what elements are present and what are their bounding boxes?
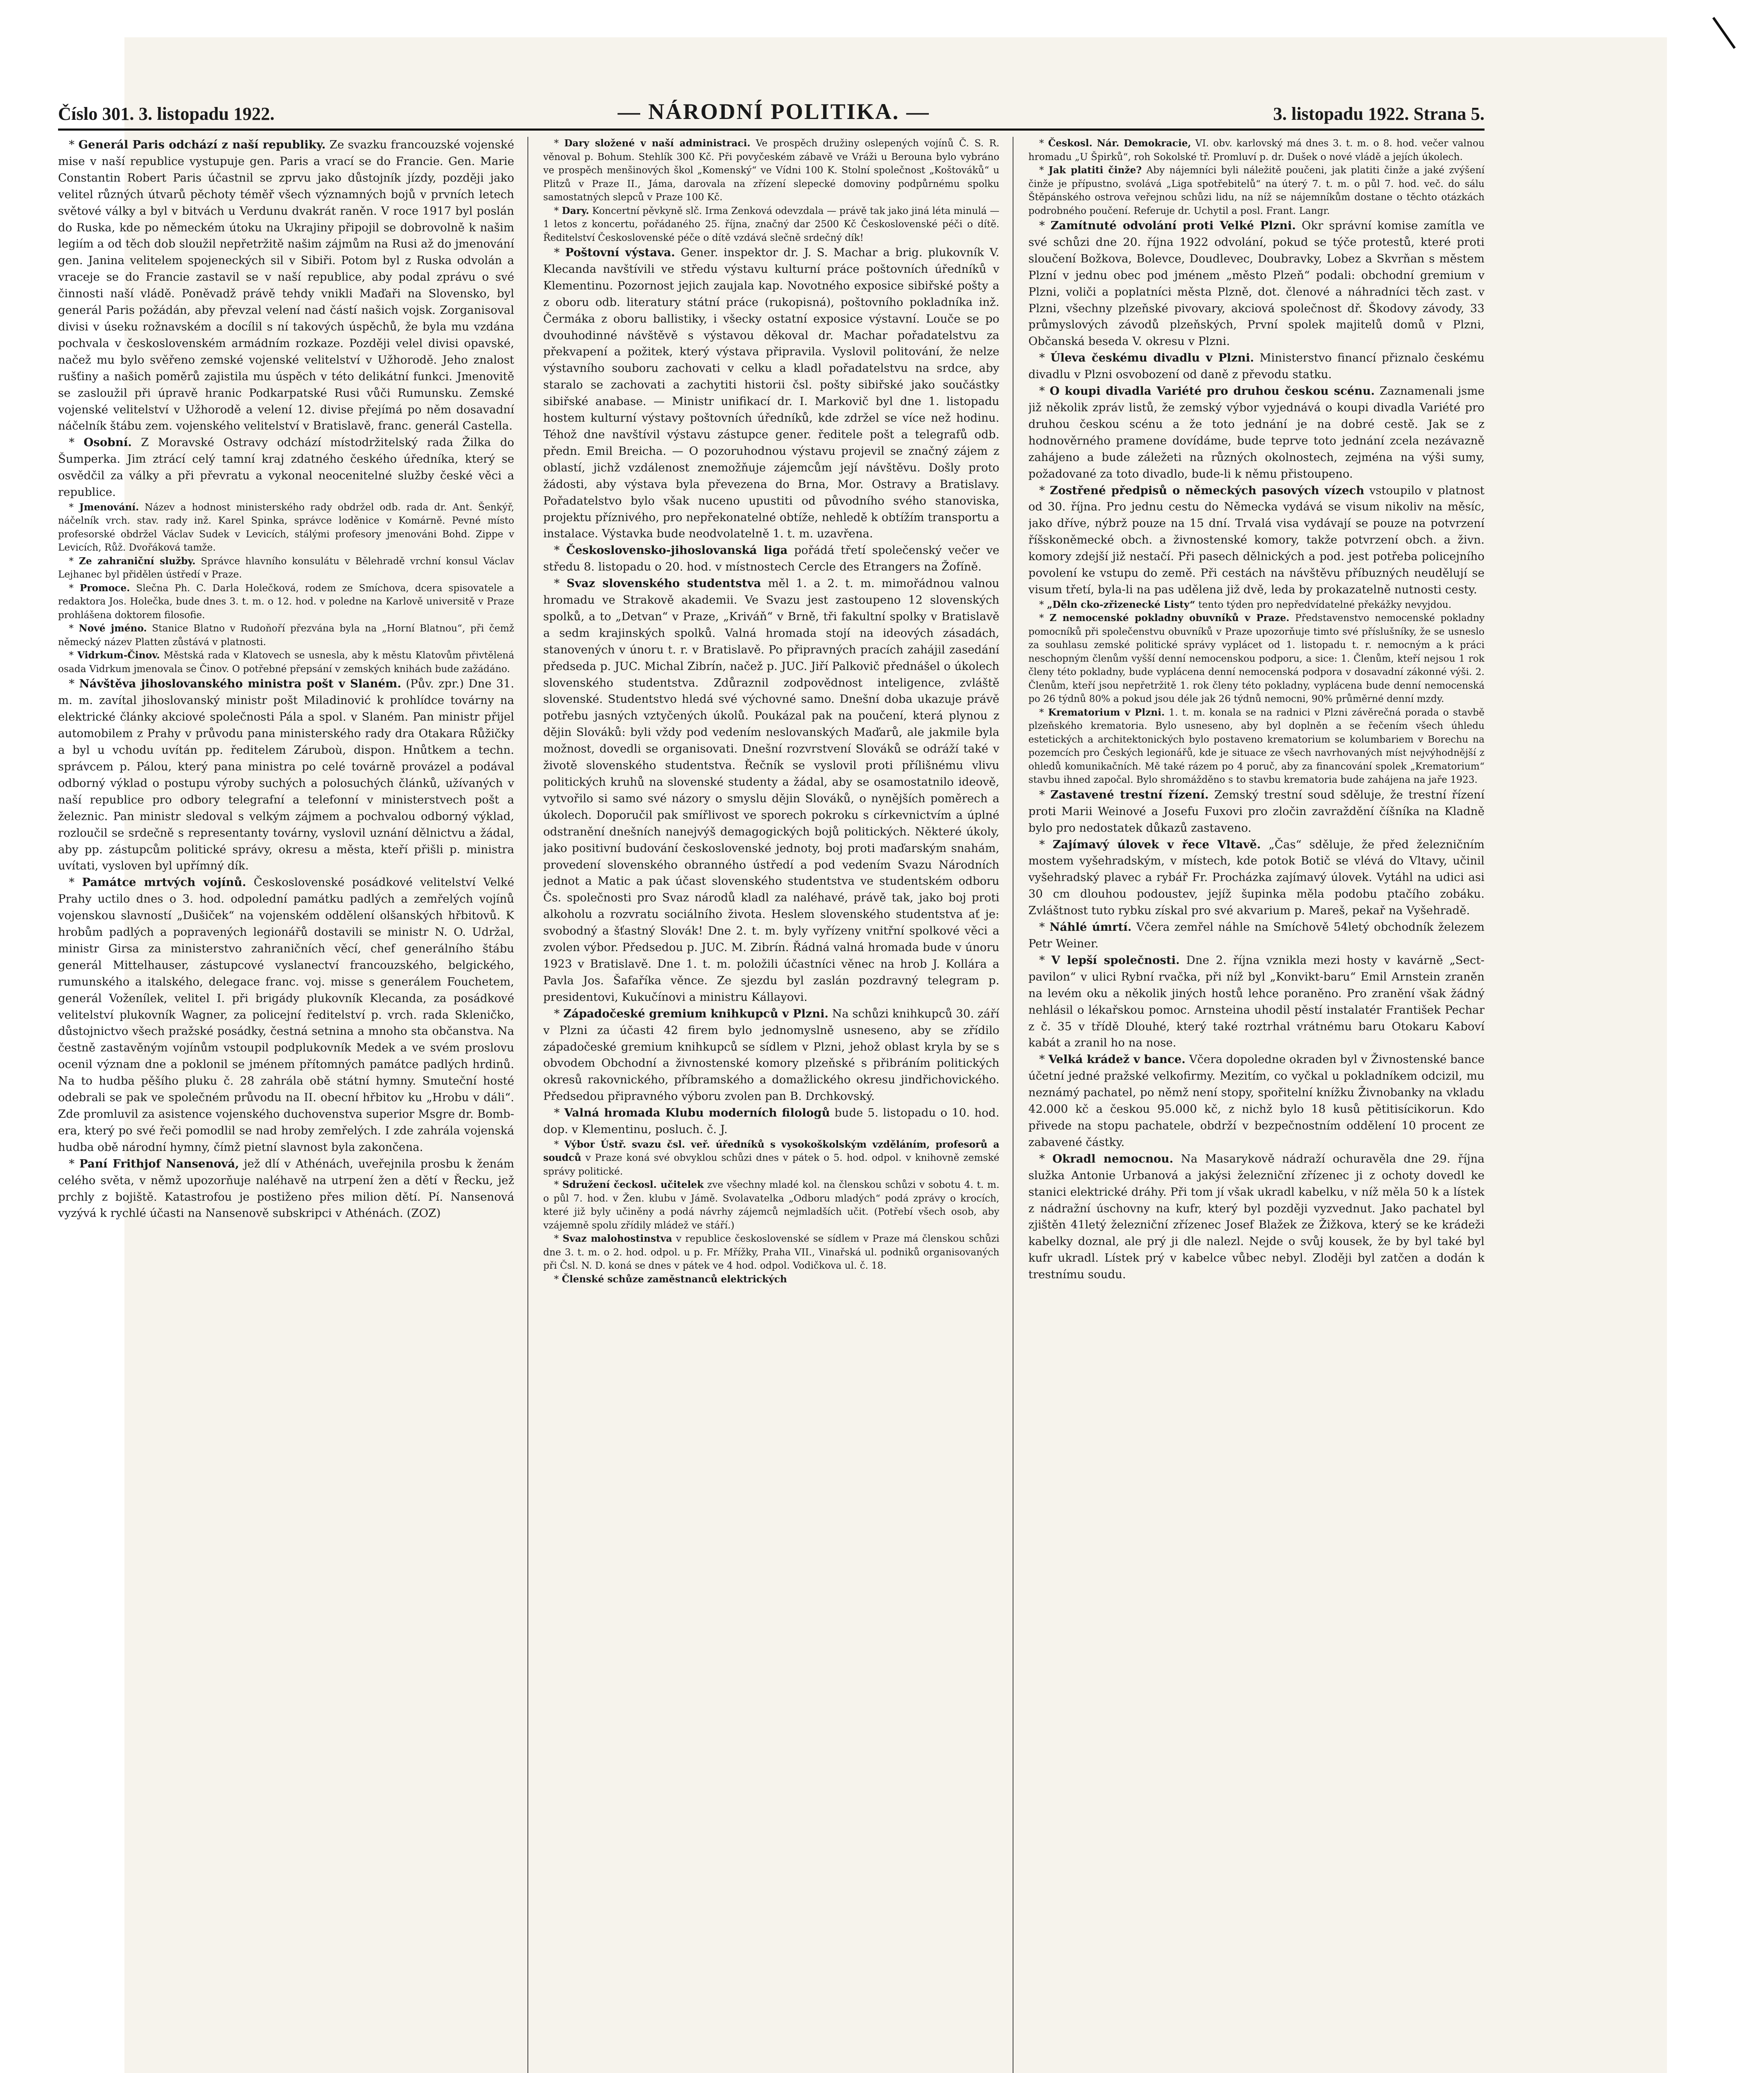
article-headline: Zostřené předpisů o německých pasových vízech — [1050, 483, 1364, 497]
article-body: (Pův. zpr.) Dne 31. m. m. zavítal jihoslovanský ministr pošt Miladinović k prohlídce továrny na elektrické články akciové společnosti Pála a spol. v Slaném. Pan ministr přijel automobilem z Prahy v průvodu pana ministerského rady dra Otakara Růžičky a byl u vchodu uvítán pp. ředitelem Záruboù, dispon. Hnůtkem a techn. správcem p. Pálou, který pana ministra po celé továrně provázel a podával odborný výklad o postupu výroby suchých a polosuchých článků, užívaných v naší republice pro odbory telegrafní a telefonní v ministerstvech pošt a železnic. Pan ministr sledoval s velkým zájmem a pochvalou odborný výklad, rozloučil se srdečně s representanty továrny, vyslovil uznání dělnictvu a žádal, aby pp. zástupcům politické správy, okresu a města, kteří přišli p. ministra uvítati, vysloven byl upřímný dík. — [58, 677, 514, 873]
article-headline: Valná hromada Klubu moderních filologů — [564, 1106, 830, 1120]
article — [1028, 164, 1485, 218]
article-bullet: * — [1039, 352, 1051, 365]
article-headline: Generál Paris odchází z naší republiky. — [78, 138, 326, 151]
article-body: bude 5. listopadu o 10. hod. dop. v Klementinu, posluch. č. J. — [543, 1107, 999, 1136]
article-bullet: * — [554, 246, 566, 259]
article — [58, 501, 514, 555]
article-body: Dne 2. října vznikla mezi hosty v kavárně „Sect-pavilon“ v ulici Rybní rvačka, při níž byl „Konvikt-baru“ Emil Arnstein zraněn na levém oku a několik jiných hostů lehce poraněno. Pro zranění však žádný nehlásil o lékařskou pomoc. Arnsteina uhodil pěstí instalatér František Pechar z č. 35 v třídě Dlouhé, který také roztrhal vrátnému baru Otokaru Kaboví kabát a zranil ho na nose. — [1028, 954, 1485, 1050]
article — [1028, 350, 1485, 383]
article — [1028, 612, 1485, 706]
article-body: Koncertní pěvkyně slč. Irma Zenková odevzdala — právě tak jako jiná léta minulá — 1 letos z koncertu, pořádaného 25. října, značný dar 2500 Kč Československé péči o dítě. Ředitelství Československé péče o dítě vzdává slečně srdečný dík! — [543, 205, 999, 243]
article-headline: Západočeské gremium knihkupců v Plzni. — [563, 1007, 829, 1020]
article-bullet: * — [554, 577, 567, 590]
article-bullet: * — [1039, 613, 1050, 624]
article — [1028, 787, 1485, 837]
article-body: pořádá třetí společenský večer ve středu 8. listopadu o 20. hod. v místnostech Cercle des Etrangers na Žofíně. — [543, 544, 999, 574]
article-headline: Členské schůze zaměstnanců elektrických — [561, 1273, 787, 1285]
article-body: Stanice Blatno v Rudoňoří přezvána byla na „Horní Blatnou“, při čemž německý název Platten zůstává v platnosti. — [58, 623, 514, 648]
article-headline: Československo-jihoslovanská liga — [566, 544, 788, 557]
header-rule — [58, 129, 1485, 131]
article — [543, 204, 999, 245]
article-headline: Krematorium v Plzni. — [1048, 706, 1165, 718]
article-bullet: * — [554, 1233, 563, 1245]
article-bullet: * — [1039, 707, 1048, 718]
article-bullet: * — [69, 650, 78, 661]
article-body: vstoupilo v platnost od 30. října. Pro jednu cestu do Německa vydává se visum nikoliv na měsíc, jako dříve, nýbrž pouze na 15 dní. Trvalá visa vydávají se pouze na potvrzení říšskoněmecké obch. a živnostenské komory, takže potvrzení obch. a živn. komory zdejší již nestačí. Při pasech dělnických a pod. jest potřeba policejního povolení ke vstupu do země. Při cestách na návštěvu příbuzných neudělují se visum třetí, byla-li na pas udělena již dvě, leda by prokazatelně nutnosti cesty. — [1028, 484, 1485, 596]
article-headline: „Děln cko-zřizenecké Listy“ — [1047, 599, 1195, 610]
article-bullet: * — [554, 1274, 562, 1285]
article-headline: Úleva českému divadlu v Plzni. — [1050, 351, 1254, 365]
article-headline: Českosl. Nár. Demokracie, — [1048, 138, 1191, 149]
article-bullet: * — [69, 502, 80, 513]
article — [1028, 218, 1485, 350]
article-headline: Ze zahraniční služby. — [79, 555, 196, 567]
column-3 — [1028, 137, 1485, 2073]
article-bullet: * — [1039, 385, 1050, 398]
article-body: Aby nájemníci byli náležitě poučeni, jak platiti činže a jaké zvýšení činže je přípustno, svolává „Liga spotřebitelů“ na úterý 7. t. m. o půl 7. hod. več. do sálu Štěpánského ostrova veřejnou schůzi lidu, na níž se nájemníkům dostane o těchto otázkách podrobného poučení. Referuje dr. Uchytil a posl. Frant. Langr. — [1028, 165, 1485, 216]
article — [1028, 483, 1485, 598]
article-headline: Svaz slovenského studentstva — [566, 577, 761, 590]
article-bullet: * — [69, 436, 84, 449]
article — [543, 137, 999, 204]
article-bullet: * — [69, 1157, 80, 1170]
article — [58, 676, 514, 874]
article-body: v Praze koná své obvyklou schůzi dnes v pátek o 5. hod. odpol. v knihovně zemské správy politické. — [543, 1153, 999, 1177]
article-bullet: * — [554, 1107, 564, 1120]
article — [58, 555, 514, 582]
article — [58, 1156, 514, 1222]
column-2 — [543, 137, 999, 2073]
column-1 — [58, 137, 514, 2073]
article — [1028, 919, 1485, 952]
article-body: Na schůzi knihkupců 30. září v Plzni za účasti 42 firem bylo jednomyslně usneseno, aby se zřídilo západočeské gremium knihkupců se sídlem v Plzni, jehož oblast kryla by se s obvodem Obchodní a živnostenské komory plzeňské s přibráním politických okresů rakovnického, příbramského a domažlického okresu jindřichovického. Předsedou připravného výboru zvolen pan B. Drchkovský. — [543, 1007, 999, 1103]
article — [1028, 837, 1485, 920]
article-headline: Jmenování. — [79, 501, 139, 513]
article — [543, 1006, 999, 1105]
article-bullet: * — [1039, 165, 1049, 176]
article-bullet: * — [1039, 954, 1052, 967]
article-headline: Návštěva jihoslovanského ministra pošt v Slaném. — [79, 677, 401, 691]
article-headline: Poštovní výstava. — [565, 246, 675, 259]
article — [1028, 1151, 1485, 1283]
page-header — [58, 95, 1485, 124]
article — [1028, 952, 1485, 1051]
article-body: Název a hodnost ministerského rady obdržel odb. rada dr. Ant. Šenkýř, náčelník vrch. stav. rady inž. Karel Spinka, správce loděnice v Komárně. Pevné místo profesorské obdržel Václav Sudek v Levicích, stálými profesory jmenováni Bohd. Zippe v Levicích, Růž. Dvořáková tamže. — [58, 502, 514, 553]
article-body: jež dlí v Athénách, uveřejnila prosbu k ženám celého světa, v němž upozorňuje naléhavě na utrpení žen a dětí v Řecku, jež prchly z bojiště. Katastrofou je postiženo přes milion dětí. Pí. Nansenová vyzývá k rychlé účasti na Nansenově subskripci v Athénách. (ZOZ) — [58, 1157, 514, 1220]
article-bullet: * — [554, 138, 564, 149]
article-body: tento týden pro nepředvídatelné překážky nevyjdou. — [1198, 599, 1452, 610]
article-body: měl 1. a 2. t. m. mimořádnou valnou hromadu ve Strakově akademii. Ve Svazu jest zastoupeno 12 slovenských spolků, a to „Detvan“ v Praze, „Kriváň“ v Brně, tři fakultní spolky v Bratislavě a sedm krajinských spolků. Valná hromada stojí na ideových zásadách, stanovených v únoru t. r. v Bratislavě. Po připravných pracích zahájil zasedání předseda p. JUC. Michal Zibrín, načež p. JUC. Jiří Palkovič přednášel o úkolech slovenského studentstva. Zdůraznil zodpovědnost inteligence, zvláště slovenské. Studentstvo hledá své výchovné samo. Dnešní doba ukazuje právě potřebu jasných vztyčených úkolů. Poukázal pak na poučení, která plynou z dějin Slováků: byli vždy pod vedením neslovanských Maďarů, ale jakmile byla možnost, dovedli se organisovati. Dnešní rozvrstvení Slováků se odráží také v životě slovenského studentstva. Řečník se vyslovil proti přílišnému vlivu politických kruhů na slovenské studenty a žádal, aby se osamostatnilo ideově, vytvořilo si samo své názory o smyslu dějin Slováků, o nynějších poměrech a úkolech. Doporučil pak smířlivost ve sporech pokroku s církevnictvím a úplné odstranění dnešních nanejvýš demagogických bojů politických. Některé úkoly, jako positivní budování československé jednoty, boj proti maďarským snahám, provedení slovenského obranného ústředí a pod vedením Svazu Národních jednot a Matic a pak účast slovenského studentstva ve studentském odboru Čs. společnosti pro Svaz národů kladl za naléhavé, právě tak, jako boj proti alkoholu a rozvratu sociálního života. Heslem slovenského studentstva ať je: svobodný a šťastný Slovák! Dne 2. t. m. byly vyřízeny vnitřní spolkové věci a zvolen výbor. Předsedou p. JUC. M. Zibrín. Řádná valná hromada bude v únoru 1923 v Bratislavě. Dne 1. t. m. položili účastníci věnec na hrob J. Kollára a Pavla Jos. Šafaříka věnce. Ze sjezdu byl zaslán pozdravný telegram p. presidentovi, Kukučínovi a ministru Kállayovi. — [543, 577, 999, 1004]
article-bullet: * — [1039, 788, 1050, 801]
article-body: Ministerstvo financí přiznalo českému divadlu v Plzni osvobození od daně z převodu statku. — [1028, 352, 1485, 381]
article-body: Včera dopoledne okraden byl v Živnostenské bance účetní jedné pražské velkofirmy. Mezitím, co vyčkal u pokladníkem odcizil, mu neznámý pachatel, po němž není stopy, spořitelní knížku Živnobanky na vkladu 42.000 kč a českou 95.000 kč, z nichž bylo 18 kusů pětitisícikorun. Kdo přivede na stopu pachatele, obdrží v bezpečnostním oddělení 10 procent ze zabavené částky. — [1028, 1053, 1485, 1149]
article-bullet: * — [554, 544, 566, 557]
article-headline: Zamítnuté odvolání proti Velké Plzni. — [1050, 219, 1296, 232]
article-bullet: * — [69, 677, 79, 691]
article — [58, 435, 514, 501]
article — [58, 874, 514, 1155]
article-bullet: * — [69, 623, 79, 634]
newspaper-title: — NÁRODNÍ POLITIKA. — — [617, 99, 930, 124]
article — [58, 137, 514, 435]
article-headline: Dary složené v naší administraci. — [564, 138, 751, 149]
article-headline: Paní Frithjof Nansenová, — [79, 1157, 239, 1170]
article-body: zve všechny mladé kol. na členskou schůzi v sobotu 4. t. m. o půl 7. hod. v Žen. klubu v Jámě. Svolavatelka „Odboru mladých“ podá zprávy o krocích, které již byly učiněny a podá návrhy zájemců nejmladších učit. (Potřebí všech osob, aby vzájemně spolu zřídily mládež ve stáří.) — [543, 1180, 999, 1231]
article-body: v republice československé se sídlem v Praze má členskou schůzi dne 3. t. m. o 2. hod. odpol. u p. Fr. Mřížky, Praha VII., Vinařská ul. podniků organisovaných při Čsl. N. D. koná se dnes v pátek ve 4 hod. odpol. Vodičkova ul. č. 18. — [543, 1233, 999, 1272]
header-date-page: 3. listopadu 1922. Strana 5. — [1273, 104, 1485, 124]
header-issue-date: Číslo 301. 3. listopadu 1922. — [58, 104, 275, 124]
article — [543, 575, 999, 1006]
article — [1028, 706, 1485, 787]
article — [543, 1178, 999, 1232]
article-body: Zaznamenali jsme již několik zpráv listů, že zemský výbor vyjednává o koupi divadla Variété pro druhou českou scénu a že toto jednání je na dobré cestě. Jak se z hodnověrného pramene dovídáme, bude teprve toto jednání zcela nezávazně zahájeno a bude záležeti na různých okolnostech, zejména na výši sumy, požadované za toto divadlo, bude-li k němu přistoupeno. — [1028, 385, 1485, 481]
article-bullet: * — [554, 1180, 563, 1191]
article — [543, 1105, 999, 1138]
article — [543, 1232, 999, 1273]
scan-corner-mark — [1712, 5, 1752, 49]
article-headline: Památce mrtvých vojínů. — [82, 876, 246, 889]
article-headline: Vidrkum-Činov. — [77, 650, 160, 661]
article-headline: Okradl nemocnou. — [1052, 1152, 1174, 1165]
article-headline: Výbor Ústř. svazu čsl. veř. úředníků s vysokoškolským vzděláním, profesorů a soudců — [543, 1138, 999, 1164]
article — [543, 542, 999, 575]
article-headline: Sdružení čeckosl. učitelek — [562, 1179, 704, 1191]
article-body: 1. t. m. konala se na radnici v Plzni závěrečná porada o stavbě plzeňského krematoria. Bylo usneseno, aby byl doplněn a se řečením všech úhledu estetických a architektonických bylo postaveno krematorium se kolumbariem v Borechu na pozemcích pro Českých legionářů, kde je situace ze všech navrhovaných míst nejvýhodnější z ohledů komunikačních. Mě také rázem po 4 poruč, aby za financování spolek „Krematorium“ stavbu ihned započal. Bylo shromážděno s to stavbu krematoria bude zahájena na jaře 1923. — [1028, 707, 1485, 786]
article-bullet: * — [1039, 599, 1047, 610]
article — [1028, 383, 1485, 482]
article-bullet: * — [69, 876, 82, 889]
article-body: Zemský trestní soud sděluje, že trestní řízení proti Marii Weinové a Josefu Fuxovi pro zločin zavraždění číšníka na Kladně bylo pro nedostatek důkazů zastaveno. — [1028, 788, 1485, 835]
article-bullet: * — [69, 556, 79, 567]
article-body: Správce hlavního konsulátu v Bělehradě vrchní konsul Václav Lejhanec byl přidělen ústředí v Praze. — [58, 556, 514, 580]
article-bullet: * — [1039, 219, 1051, 232]
article-body: Včera zemřel náhle na Smíchově 54letý obchodník železem Petr Weiner. — [1028, 921, 1485, 950]
article-headline: Zajímavý úlovek v řece Vltavě. — [1052, 837, 1261, 851]
article — [1028, 1051, 1485, 1151]
article-headline: Promoce. — [80, 582, 130, 594]
article-body: Z Moravské Ostravy odchází místodržitelský rada Žilka do Šumperka. Jim ztrácí celý tamní kraj zdatného českého úředníka, který se osvědčil za války a při převratu a vykonal neocenitelné služby české věci a republice. — [58, 436, 514, 499]
article-body: „Čas“ sděluje, že před železničním mostem vyšehradským, v místech, kde potok Botič se vlévá do Vltavy, učinil vyšehradský plavec a rybář Fr. Procházka zajímavý úlovek. Vytáhl na udici asi 30 cm dlouhou podoustev, jejíž šupinka měla podobu ptačího zobáku. Zvláštnost tuto rybku získal pro své akvarium p. Mareš, pekař na Vyšehradě. — [1028, 838, 1485, 918]
article — [543, 245, 999, 542]
article-headline: Nové jméno. — [78, 623, 147, 634]
article-headline: Z nemocenské pokladny obuvníků v Praze. — [1050, 612, 1290, 624]
article-headline: Svaz malohostinstva — [562, 1233, 672, 1245]
article-headline: Osobní. — [83, 436, 132, 449]
article-body: Na Masarykově nádraží ochuravěla dne 29. října služka Antonie Urbanová a jakýsi železniční zřízenec ji z ochoty dovedl ke stanici elektrické dráhy. Při tom jí však ukradl kabelku, v níž měla 50 k a lístek z nádražní úschovny na kufr, který byl později vyzvednut. Jako pachatel byl zjištěn 41letý železniční zřízenec Josef Blažek ze Žižkova, který se ke krádeži kabelky doznal, ale prý ji dle nalezl. Nejde o svůj kousek, že by byl také byl kufr ukradl. Lístek prý v kabelce vůbec nebyl. Zloději byl zatčen a dodán k trestnímu soudu. — [1028, 1152, 1485, 1282]
article-body: Ze svazku francouzské vojenské mise v naší republice vystupuje gen. Paris a vrací se do Francie. Gen. Marie Constantin Robert Paris účastnil se zprvu jako důstojník jízdy, později jako velitel různých útvarů pěchoty téměř všech významných bojů v prvních letech světové války a byl v bitvách u Verdunu dvakrát raněn. V roce 1917 byl poslán do Ruska, kde po německém útoku na Ukrajiny připojil se dobrovolně k našim legiím a od těch dob sloužil nepřetržitě našim zájmům na Rusi až do jmenování gen. Janina velitelem spojeneckých sil v Sibiři. Potom byl z Ruska odvolán a vraceje se do Francie zastavil se v naší republice, aby podal zprávu o své činnosti naší vládě. Poněvadž právě tehdy vnikli Maďaři na Slovensko, byl generál Paris požádán, aby převzal velení nad částí našich vojsk. Zorganisoval divisi v úseku rožnavském a docílil s ní takových úspěchů, že byla mu vzdána pochvala v československém armádním rozkaze. Později velel divisi opavské, načež mu bylo svěřeno zemské vojenské velitelství v Užhorodě. Jeho znalost rušťiny a našich poměrů zajistila mu úspěch v této delikátní funkci. Jmenovitě se zasloužil při úpravě hranic Podkarpatské Rusi vůči Rumunsku. Zemské vojenské velitelství v Užhorodě a velení 12. divise přejímá po něm dosavadní náčelník štábu zem. vojenského velitelství v Bratislavě, franc. generál Castella. — [58, 138, 514, 433]
article-bullet: * — [1039, 484, 1050, 497]
article-body: Slečna Ph. C. Darla Holečková, rodem ze Smíchova, dcera spisovatele a redaktora Jos. Holečka, bude dnes 3. t. m. o 12. hod. v poledne na Karlově universitě v Praze prohlášena doktorem filosofie. — [58, 583, 514, 621]
article-bullet: * — [1039, 1053, 1049, 1066]
article-headline: Velká krádež v bance. — [1048, 1053, 1186, 1066]
article-bullet: * — [69, 138, 78, 151]
article-bullet: * — [69, 583, 80, 594]
article-headline: Dary. — [561, 205, 589, 216]
article-body: VI. obv. karlovský má dnes 3. t. m. o 8. hod. večer valnou hromadu „U Špirků“, roh Sokolské tř. Promluví p. dr. Dušek o nové vládě a jejích úkolech. — [1028, 138, 1485, 163]
column-divider — [527, 137, 528, 2073]
article-body: Československé posádkové velitelství Velké Prahy uctilo dnes o 3. hod. odpolední památku padlých a zemřelých vojínů vojenskou slavností „Dušiček“ na vojenském oddělení olšanských hřbitovů. K hrobům padlých a popravených legionářů dostavili se ministr N. O. Udržal, ministr Girsa za ministerstvo zahraničních věcí, chef generálního štábu generál Mittelhauser, zástupcové vyslanectví francouzského, belgického, rumunského a italského, delegace franc. voj. misse s generálem Fouchetem, generál Voženílek, velitel I. při brigády plukovník Klecanda, za posádkové velitelství plukovník Wagner, za policejní ředitelství p. vrch. rada Skleničko, důstojnictvo všech pražské posádky, čestná setnina a mnoho sta občanstva. Na čestně zastavěným vojínům vstoupil podplukovník Medek a ve svém proslovu ocenil význam dne a poklonil se jménem přítomných památce padlých hrdinů. Na to hudba pěšího pluku č. 28 zahrála obě státní hymny. Smuteční hosté odebrali se pak ve společném průvodu na II. obecní hřbitov ku „Hrobu v dáli“. Zde promluvil za asistence vojenského duchovenstva superior Msgre dr. Bombera, který po své řeči pomodlil se nad hroby zemřelých. I zde zahrála vojenská hudba obě národní hymny, čímž pietní slavnost byla zakončena. — [58, 876, 514, 1154]
article-bullet: * — [554, 1007, 564, 1020]
article-headline: Jak platiti činže? — [1048, 165, 1142, 176]
article-body: Městská rada v Klatovech se usnesla, aby k městu Klatovům přivtělená osada Vidrkum jmenovala se Činov. O potřebné přepsání v zemských knihách bude zažádáno. — [58, 650, 514, 675]
article-bullet: * — [554, 205, 562, 216]
article-headline: V lepší společnosti. — [1051, 953, 1180, 967]
article — [58, 582, 514, 622]
article — [58, 649, 514, 676]
article-bullet: * — [1039, 838, 1053, 851]
article-bullet: * — [1039, 138, 1048, 149]
article-bullet: * — [554, 1139, 564, 1150]
article — [58, 622, 514, 649]
article-body: Okr správní komise zamítla ve své schůzi dne 20. října 1922 odvolání, pokud se týče protestů, které proti sloučení Božkova, Bolevce, Doudlevec, Doubravky, Lobez a Skvrňan s městem Plzní v jednu obec pod jménem „město Plzeň“ podali: obchodní gremium v Plzni, voliči a poplatníci města Plzně, dot. členové a náhradníci těch zast. v Plzni, všechny plzeňské pivovary, akciová společnost dř. Škodovy závody, 33 průmyslových závodů plzeňských, První spolek majitelů domů v Plzni, Občanská beseda V. okresu v Plzni. — [1028, 219, 1485, 348]
article-bullet: * — [1039, 1152, 1052, 1165]
article-bullet: * — [1039, 921, 1050, 934]
article — [543, 1138, 999, 1179]
article-headline: Zastavené trestní řízení. — [1050, 788, 1209, 801]
article — [543, 1273, 999, 1287]
article — [1028, 137, 1485, 164]
article-body: Gener. inspektor dr. J. S. Machar a brig. plukovník V. Klecanda navštívili ve středu výstavu kulturní práce poštovních úředníků v Klementinu. Pozornost jejich zaujala kap. Novotného exposice sibiřské pošty a z oboru odb. literatury státní práce (rukopisná), poštovního pokladníka inž. Čermáka z oboru ballistiky, i všecky ostatní exposice výstavní. Louče se po dvouhodinné návštěvě s výstavou děkoval dr. Machar pořadatelstvu za překvapení a požitek, který výstava připravila. Vyslovil politování, že nelze výstavního souboru zachovati v celku a kladl pořadatelstvu na srdce, aby staralo se zachovati a zachytiti historii čsl. pošty sibiřské jako součástky sibiřské anabase. — Ministr unifikací dr. I. Markovič byl dne 1. listopadu hostem kulturní výstavy poštovních úředníků, kde zdržel se více než hodinu. Téhož dne navštívil výstavu zástupce gener. ředitele pošt a telegrafů odb. předn. Emil Breicha. — O pozoruhodnou výstavu projevil se značný zájem z oblastí, jichž vzdálenost znemožňuje zájemcům její návštěvu. Došly proto žádosti, aby výstava byla převezena do Brna, Mor. Ostravy a Bratislavy. Pořadatelstvo bylo však nuceno upustiti od původního svého stanoviska, projektu příznivého, pro nepřekonatelné obtíže, nehledě k obtížím transportu a instalace. Výstavka bude neodvolatelně 1. t. m. uzavřena. — [543, 246, 999, 541]
article-headline: Náhlé úmrtí. — [1049, 920, 1132, 934]
article-body: Představenstvo nemocenské pokladny pomocníků při společenstvu obuvníků v Praze upozorňuje timto své příslušníky, že se usneslo za souhlasu zemské politické správy vyplácet od 1. listopadu t. r. nemocným a k práci neschopným členům vyšší denní nemocenskou podporu, a sice: 1. Členům, kteří nejsou 1 rok členy této pokladny, bude vyplácena denní nemocenská podpora v dosavadní zákonné výši. 2. Členům, kteří jsou nepřetržitě 1. rok členy této pokladny, vyplácena bude denní nemocenská po 26 týdnů 80% a pokud jsou déle jak 26 týdnů nemocni, 90% průměrné denní mzdy. — [1028, 613, 1485, 705]
article — [1028, 598, 1485, 612]
article-body: Ve prospěch družiny oslepených vojínů Č. S. R. věnoval p. Bohum. Stehlík 300 Kč. Při povyčeském zábavě ve Vráži u Berouna bylo vybráno ve prospěch menšinových škol „Komenský“ ve Vídni 100 K. Stolní společnost „Koštováků“ u Plitzů v Praze II., Jáma, darovala na zřízení slepecké domoviny podpůrnému spolku samostatných slepců v Praze 100 Kč. — [543, 138, 999, 203]
article-headline: O koupi divadla Variété pro druhou českou scénu. — [1050, 384, 1375, 398]
